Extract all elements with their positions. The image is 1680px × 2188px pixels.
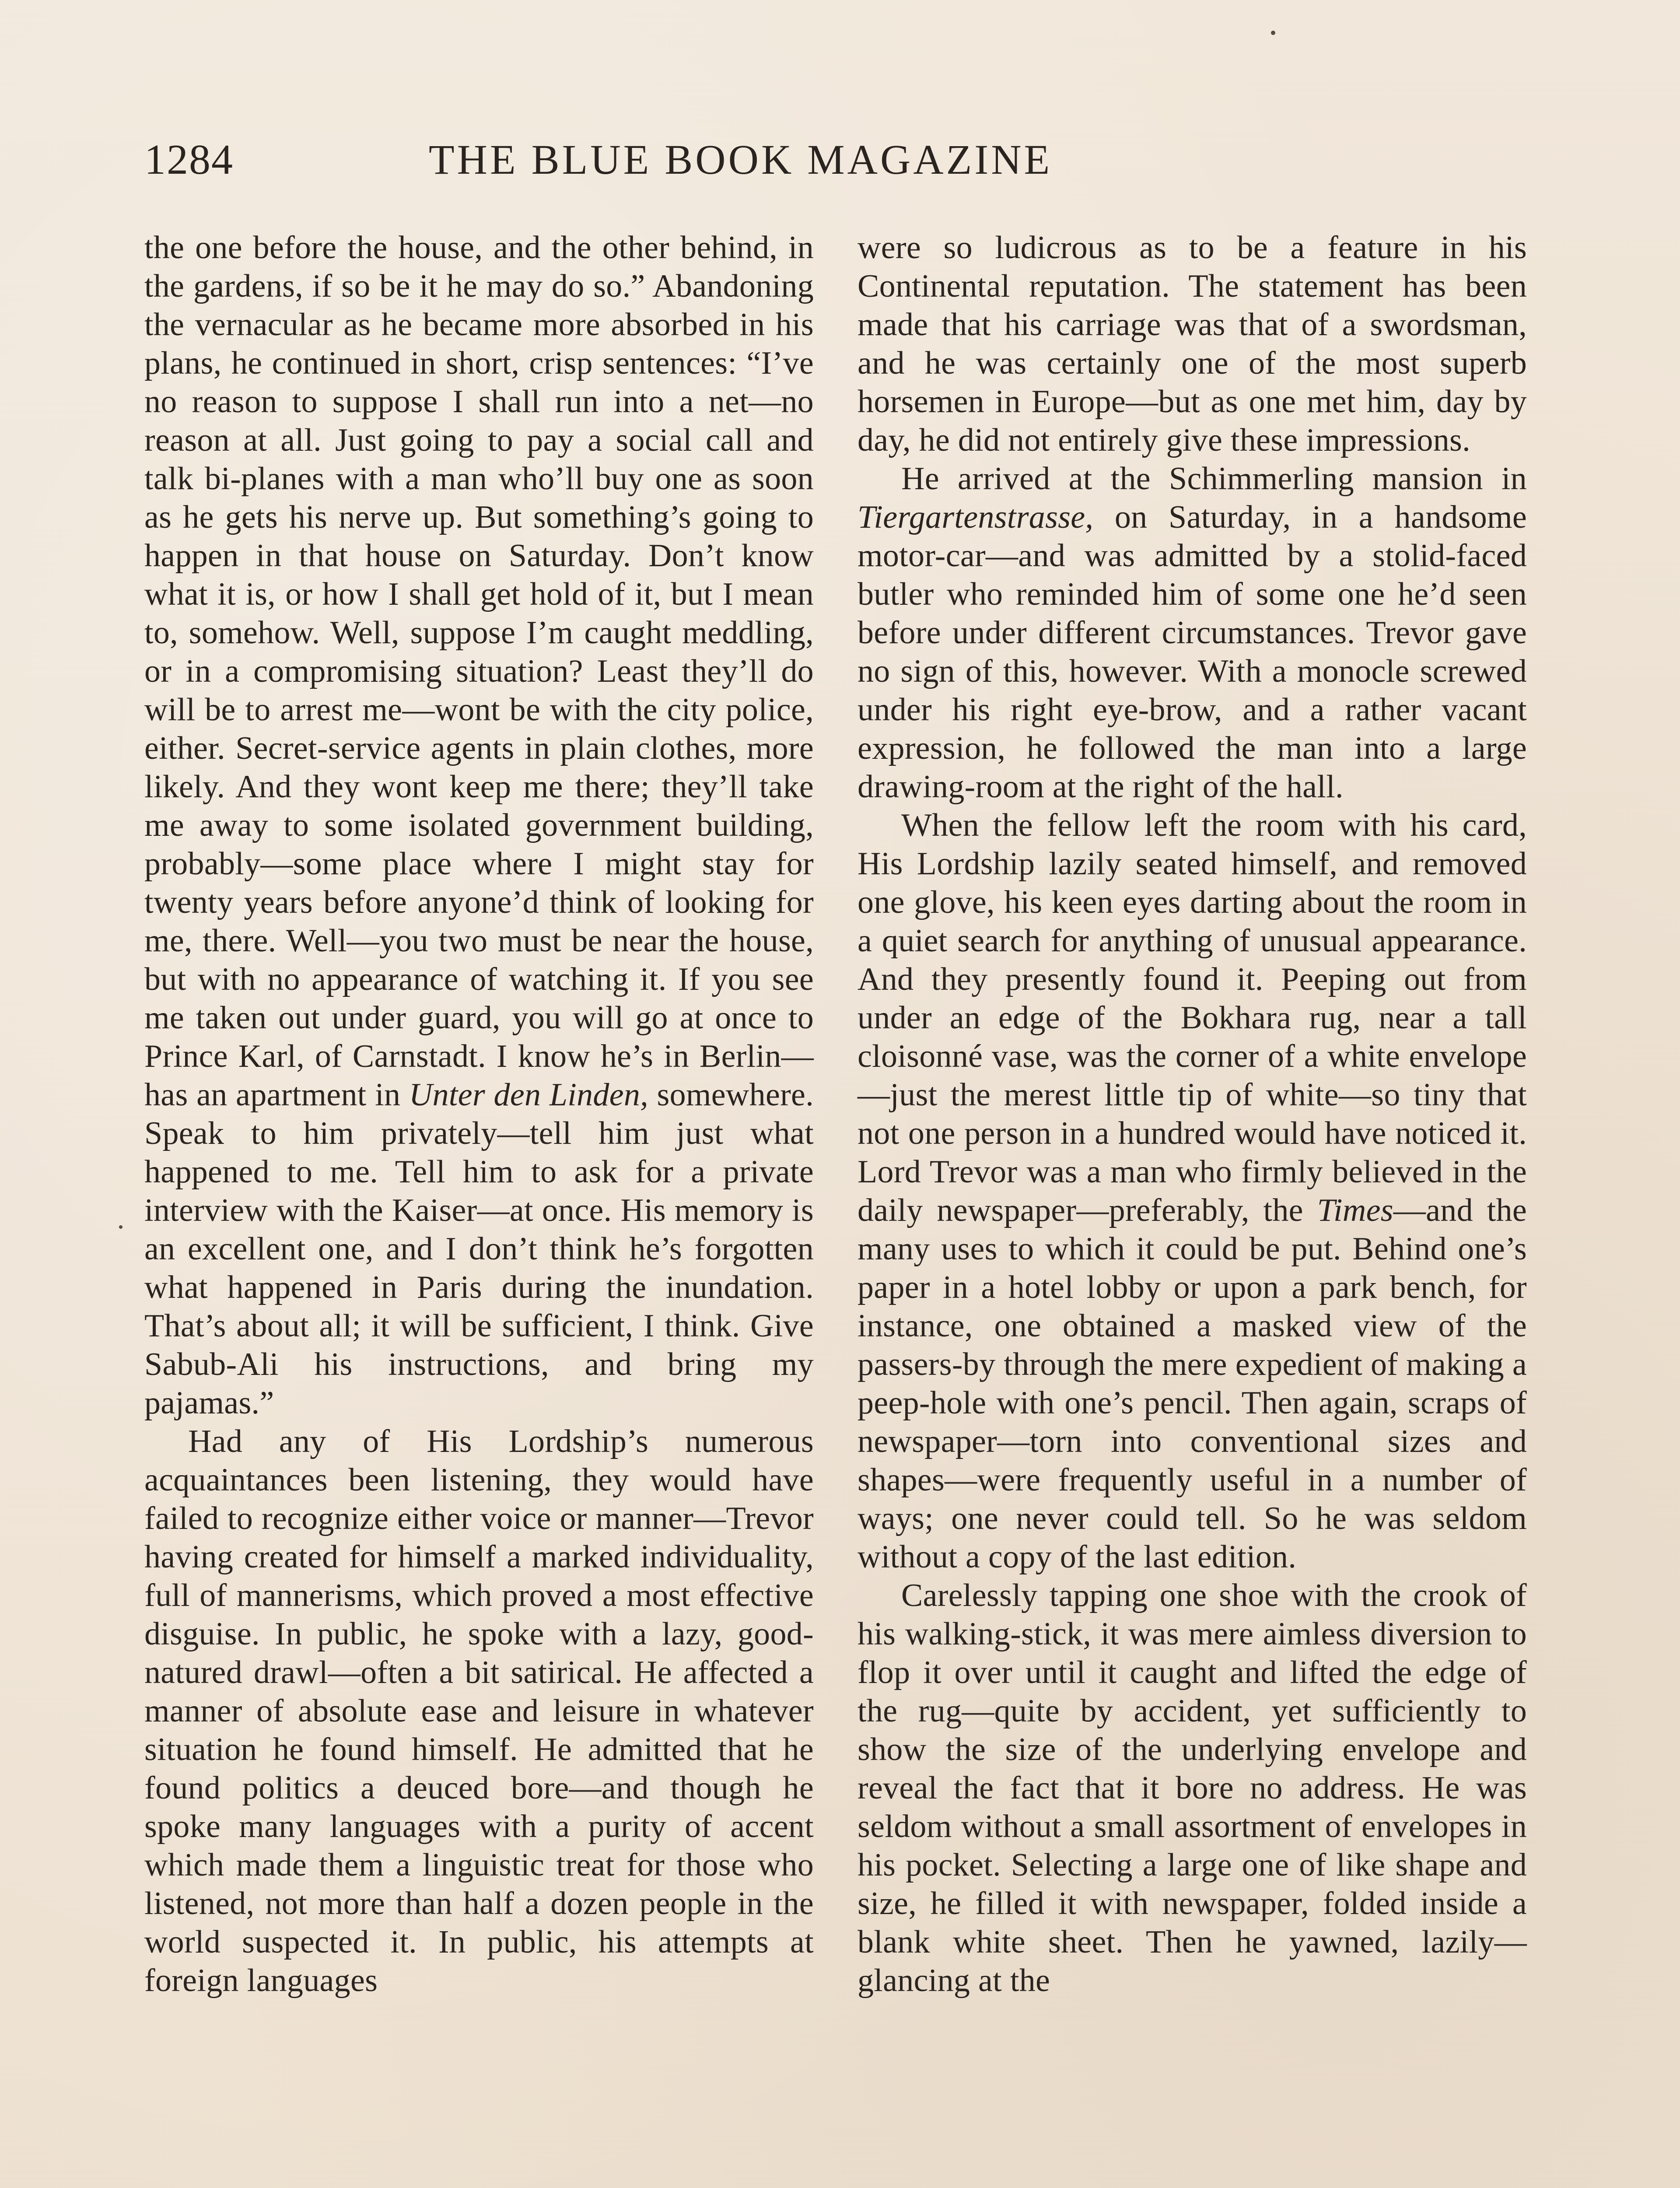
italic-text: Tiergartenstrasse, — [858, 499, 1094, 535]
paragraph: were so ludicrous as to be a feature in his Continental reputation. The statement has been made that his carriage was that of a swordsman, and he was certainly one of the most superb horsemen in Europe—but as one met him, day by day, he did not entirely give these impressions. — [858, 230, 1527, 458]
print-speck — [1271, 31, 1275, 35]
text-run: the one before the house, and the other behind, in the gardens, if so be it he may do so.” Abandoning the vernacular as he became more absorbed in his plans, he continued in short, crisp sentences: “I’ve no reason to suppose I shall run into a net—no reason at all. Just going to pay a social call and talk bi-planes with a man who’ll buy one as soon as he gets his nerve up. But something’s going to happen in that house on Saturday. Don’t know what it is, or how I shall get hold of it, but I mean to, somehow. Well, suppose I’m caught meddling, or in a compromising situation? Least they’ll do will be to arrest me—wont be with the city police, either. Secret-service agents in plain clothes, more likely. And they wont keep me there; they’ll take me away to some isolated government building, probably—some place where I might stay for twenty years before anyone’d think of looking for me, there. Well—you two must be near the house, but with no appearance of watching it. If you see me taken out under guard, you will go at once to Prince Karl, of Carnstadt. I know he’s in Berlin—has an apartment in — [144, 230, 814, 1113]
page-number: 1284 — [144, 136, 234, 183]
right-column — [858, 228, 1527, 2000]
left-column — [144, 228, 814, 2000]
paragraph: Carelessly tapping one shoe with the crook of his walking-stick, it was mere aimless diversion to flop it over until it caught and lifted the edge of the rug—quite by accident, yet sufficiently to show the size of the underlying envelope and reveal the fact that it bore no address. He was seldom without a small assortment of envelopes in his pocket. Selecting a large one of like shape and size, he filled it with newspaper, folded inside a blank white sheet. Then he yawned, lazily—glancing at the — [858, 1578, 1527, 1999]
paragraph — [858, 806, 1527, 1576]
italic-text: Times — [1317, 1192, 1393, 1228]
paragraph — [144, 228, 814, 1422]
paragraph — [858, 459, 1527, 806]
magazine-title: THE BLUE BOOK MAGAZINE — [429, 136, 1053, 183]
text-run: He arrived at the Schimmerling mansion in — [901, 461, 1527, 497]
page-header — [144, 127, 1536, 193]
paragraph: Had any of His Lordship’s numerous acquaintances been listening, they would have failed to recognize either voice or manner—Trevor having created for himself a marked individuality, full of mannerisms, which proved a most effective disguise. In public, he spoke with a lazy, good-natured drawl—often a bit satirical. He affected a manner of absolute ease and leisure in whatever situation he found himself. He admitted that he found politics a deuced bore—and though he spoke many languages with a purity of accent which made them a linguistic treat for those who listened, not more than half a dozen people in the world suspected it. In public, his attempts at foreign languages — [144, 1424, 814, 1999]
italic-text: Unter den Linden, — [409, 1077, 648, 1113]
text-run: When the fellow left the room with his card, His Lordship lazily seated himself, and removed one glove, his keen eyes darting about the room in a quiet search for anything of unusual appearance. And they presently found it. Peeping out from under an edge of the Bokhara rug, near a tall cloisonné vase, was the corner of a white envelope—just the merest little tip of white—so tiny that not one person in a hundred would have noticed it. Lord Trevor was a man who firmly believed in the daily newspaper—preferably, the — [858, 807, 1527, 1228]
text-run: somewhere. Speak to him privately—tell him just what happened to me. Tell him to ask for a private interview with the Kaiser—at once. His memory is an excellent one, and I don’t think he’s forgotten what happened in Paris during the inundation. That’s about all; it will be sufficient, I think. Give Sabub-Ali his instructions, and bring my pajamas.” — [144, 1077, 814, 1421]
text-run: on Saturday, in a handsome motor-car—and was admitted by a stolid-faced butler who reminded him of some one he’d seen before under different circumstances. Trevor gave no sign of this, however. With a monocle screwed under his right eye-brow, and a rather vacant expression, he followed the man into a large drawing-room at the right of the hall. — [858, 499, 1527, 805]
print-speck — [119, 1225, 122, 1229]
text-run: —and the many uses to which it could be put. Behind one’s paper in a hotel lobby or upon a park bench, for instance, one obtained a masked view of the passers-by through the mere expedient of making a peep-hole with one’s pencil. Then again, scraps of newspaper—torn into conventional sizes and shapes—were frequently useful in a number of ways; one never could tell. So he was seldom without a copy of the last edition. — [858, 1192, 1527, 1575]
